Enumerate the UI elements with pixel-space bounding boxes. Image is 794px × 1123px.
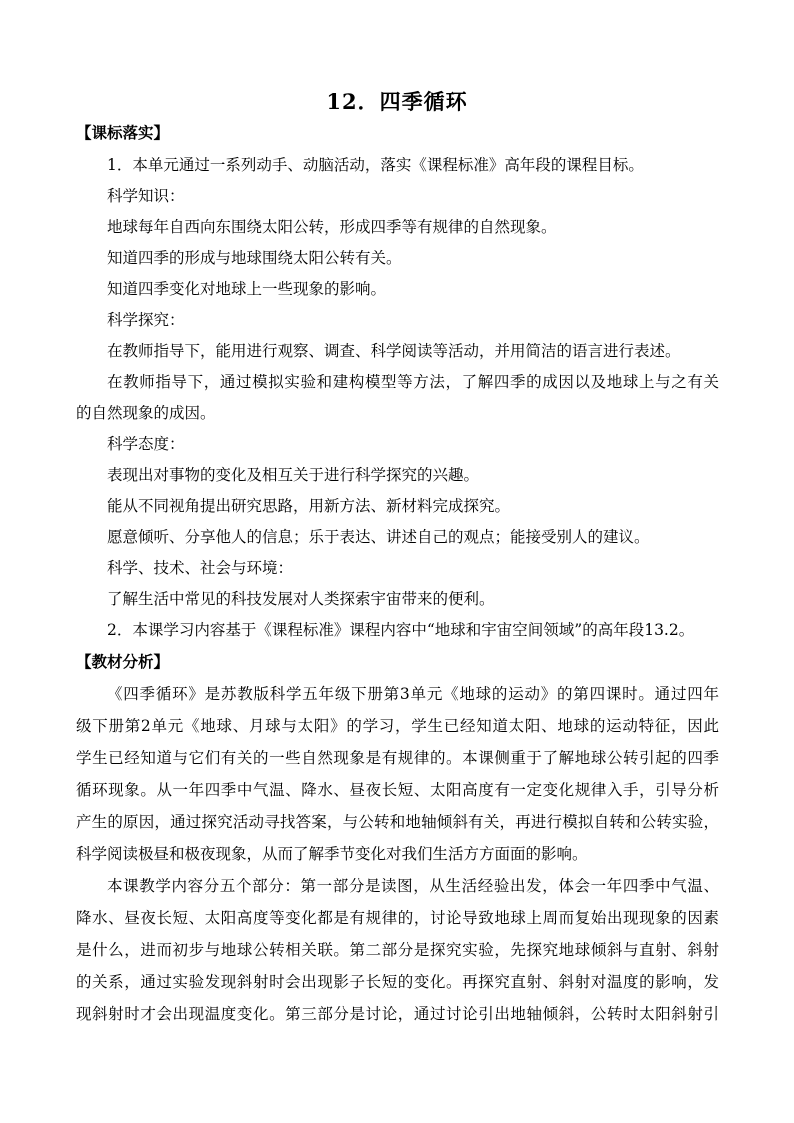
paragraph-line: 科学知识：: [107, 187, 185, 205]
document-title: 12．四季循环: [326, 89, 468, 114]
paragraph-line: 产生的原因，通过探究活动寻找答案，与公转和地轴倾斜有关，再进行模拟自转和公转实验，: [76, 813, 719, 831]
paragraph-line: 知道四季的形成与地球围绕太阳公转有关。: [107, 249, 402, 267]
paragraph-line: 表现出对事物的变化及相互关于进行科学探究的兴趣。: [107, 466, 480, 484]
paragraph-line: 现斜射时才会出现温度变化。第三部分是讨论，通过讨论引出地轴倾斜，公转时太阳斜射引: [76, 1005, 719, 1023]
paragraph-line: 愿意倾听、分享他人的信息；乐于表达、讲述自己的观点；能接受别人的建议。: [107, 528, 650, 546]
section-heading-jiaocai: 【教材分析】: [76, 652, 170, 671]
paragraph-line: 级下册第2单元《地球、月球与太阳》的学习，学生已经知道太阳、地球的运动特征，因此: [76, 717, 719, 735]
paragraph-line: 的自然现象的成因。: [76, 404, 216, 422]
paragraph-line: 科学、技术、社会与环境：: [107, 559, 294, 577]
paragraph-line: 科学阅读极昼和极夜现象，从而了解季节变化对我们生活方方面面的影响。: [76, 845, 588, 863]
paragraph-line: 科学态度：: [107, 435, 185, 453]
paragraph-line: 地球每年自西向东围绕太阳公转，形成四季等有规律的自然现象。: [107, 218, 557, 236]
paragraph-line: 了解生活中常见的科技发展对人类探索宇宙带来的便利。: [107, 590, 495, 608]
paragraph-line: 循环现象。从一年四季中气温、降水、昼夜长短、太阳高度有一定变化规律入手，引导分析: [76, 781, 719, 799]
paragraph-line: 学生已经知道与它们有关的一些自然现象是有规律的。本课侧重于了解地球公转引起的四季: [76, 749, 719, 767]
paragraph-line: 在教师指导下，能用进行观察、调查、科学阅读等活动，并用简洁的语言进行表述。: [107, 342, 681, 360]
paragraph-line: 1．本单元通过一系列动手、动脑活动，落实《课程标准》高年段的课程目标。: [107, 156, 644, 174]
paragraph-line: 在教师指导下，通过模拟实验和建构模型等方法，了解四季的成因以及地球上与之有关: [107, 373, 719, 391]
paragraph-line: 能从不同视角提出研究思路，用新方法、新材料完成探究。: [107, 497, 511, 515]
paragraph-line: 《四季循环》是苏教版科学五年级下册第3单元《地球的运动》的第四课时。通过四年: [107, 685, 719, 703]
paragraph-line: 2．本课学习内容基于《课程标准》课程内容中“地球和宇宙空间领域”的高年段13.2。: [107, 621, 695, 639]
paragraph-line: 科学探究：: [107, 311, 185, 329]
paragraph-line: 降水、昼夜长短、太阳高度等变化都是有规律的，讨论导致地球上周而复始出现现象的因素: [76, 909, 719, 927]
paragraph-line: 的关系，通过实验发现斜射时会出现影子长短的变化。再探究直射、斜射对温度的影响，发: [76, 973, 719, 991]
paragraph-line: 是什么，进而初步与地球公转相关联。第二部分是探究实验，先探究地球倾斜与直射、斜射: [76, 941, 719, 959]
paragraph-line: 本课教学内容分五个部分：第一部分是读图，从生活经验出发，体会一年四季中气温、: [107, 877, 719, 895]
section-heading-kebiao: 【课标落实】: [76, 123, 170, 142]
paragraph-line: 知道四季变化对地球上一些现象的影响。: [107, 280, 387, 298]
